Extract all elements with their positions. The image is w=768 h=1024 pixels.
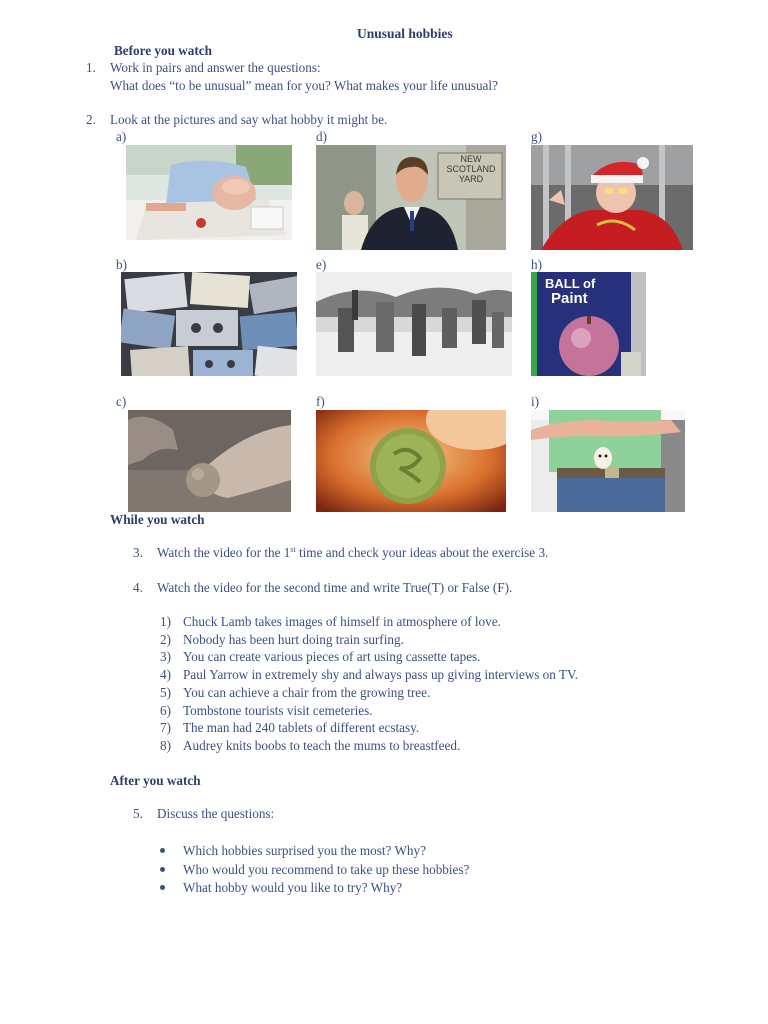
sign-line-1: NEW: [460, 154, 482, 164]
picture-h-ball-of-paint: [531, 272, 646, 376]
picture-a-man-asleep: [126, 145, 292, 240]
sign-line-3: YARD: [458, 174, 484, 184]
question-1-subtext: What does “to be unusual” mean for you? What makes your life unusual?: [110, 78, 498, 93]
picture-label-c: c): [116, 394, 127, 409]
question-3-text-after: time and check your ideas about the exercise 3.: [295, 545, 549, 560]
statement-2-number: 2): [160, 632, 171, 647]
question-2-number: 2.: [86, 112, 96, 127]
bullet-icon: [160, 848, 165, 853]
discussion-question-3: What hobby would you like to try? Why?: [183, 880, 403, 895]
question-4-number: 4.: [133, 580, 143, 595]
picture-label-d: d): [316, 129, 327, 144]
picture-label-i: i): [531, 394, 540, 409]
ball-of-paint-line-2: Paint: [551, 290, 588, 307]
statement-5-text: You can achieve a chair from the growing tree.: [183, 685, 431, 700]
bullet-icon: [160, 885, 165, 890]
scotland-yard-sign: [444, 154, 498, 184]
picture-i-ferret-in-jeans: [531, 410, 685, 512]
picture-label-e: e): [316, 257, 327, 272]
question-2-text: Look at the pictures and say what hobby it might be.: [110, 112, 388, 127]
statement-1-text: Chuck Lamb takes images of himself in atmosphere of love.: [183, 614, 501, 629]
question-5-number: 5.: [133, 806, 143, 821]
statement-4-text: Paul Yarrow in extremely shy and always pass up giving interviews on TV.: [183, 667, 579, 682]
statement-6-number: 6): [160, 703, 171, 718]
question-3-number: 3.: [133, 545, 143, 560]
discussion-question-2: Who would you recommend to take up these hobbies?: [183, 862, 470, 877]
page-title: Unusual hobbies: [357, 26, 453, 41]
bullet-icon: [160, 867, 165, 872]
statement-8-text: Audrey knits boobs to teach the mums to breastfeed.: [183, 738, 461, 753]
statement-7-text: The man had 240 tablets of different ecstasy.: [183, 720, 420, 735]
statement-3-text: You can create various pieces of art using cassette tapes.: [183, 649, 481, 664]
question-1-text: Work in pairs and answer the questions:: [110, 60, 321, 75]
while-you-watch-heading: While you watch: [110, 512, 205, 527]
picture-label-g: g): [531, 129, 542, 144]
statement-4-number: 4): [160, 667, 171, 682]
question-5-text: Discuss the questions:: [157, 806, 275, 821]
statement-5-number: 5): [160, 685, 171, 700]
picture-c-clay-ball: [128, 410, 291, 512]
statement-2-text: Nobody has been hurt doing train surfing.: [183, 632, 404, 647]
picture-label-b: b): [116, 257, 127, 272]
picture-e-graveyard: [316, 272, 512, 376]
discussion-question-1: Which hobbies surprised you the most? Why?: [183, 843, 426, 858]
question-1-number: 1.: [86, 60, 96, 75]
picture-f-green-tablet: [316, 410, 506, 512]
question-3-text-before: Watch the video for the 1: [157, 545, 291, 560]
sign-line-2: SCOTLAND: [446, 164, 496, 174]
ball-of-paint-line-1: BALL of: [545, 276, 596, 291]
after-you-watch-heading: After you watch: [110, 773, 201, 788]
statement-8-number: 8): [160, 738, 171, 753]
statement-3-number: 3): [160, 649, 171, 664]
statement-1-number: 1): [160, 614, 171, 629]
picture-label-f: f): [316, 394, 325, 409]
question-4-text: Watch the video for the second time and write True(T) or False (F).: [157, 580, 513, 595]
statement-7-number: 7): [160, 720, 171, 735]
picture-b-cassette-tapes: [121, 272, 297, 376]
picture-d-new-scotland-yard: [316, 145, 506, 250]
ball-of-paint-sign: [545, 276, 595, 306]
picture-label-a: a): [116, 129, 127, 144]
question-3-text: [157, 545, 548, 561]
picture-label-h: h): [531, 257, 542, 272]
before-you-watch-heading: Before you watch: [114, 43, 212, 58]
statement-6-text: Tombstone tourists visit cemeteries.: [183, 703, 373, 718]
picture-g-santa-hat-man: [531, 145, 693, 250]
question-3-superscript: st: [290, 545, 296, 554]
